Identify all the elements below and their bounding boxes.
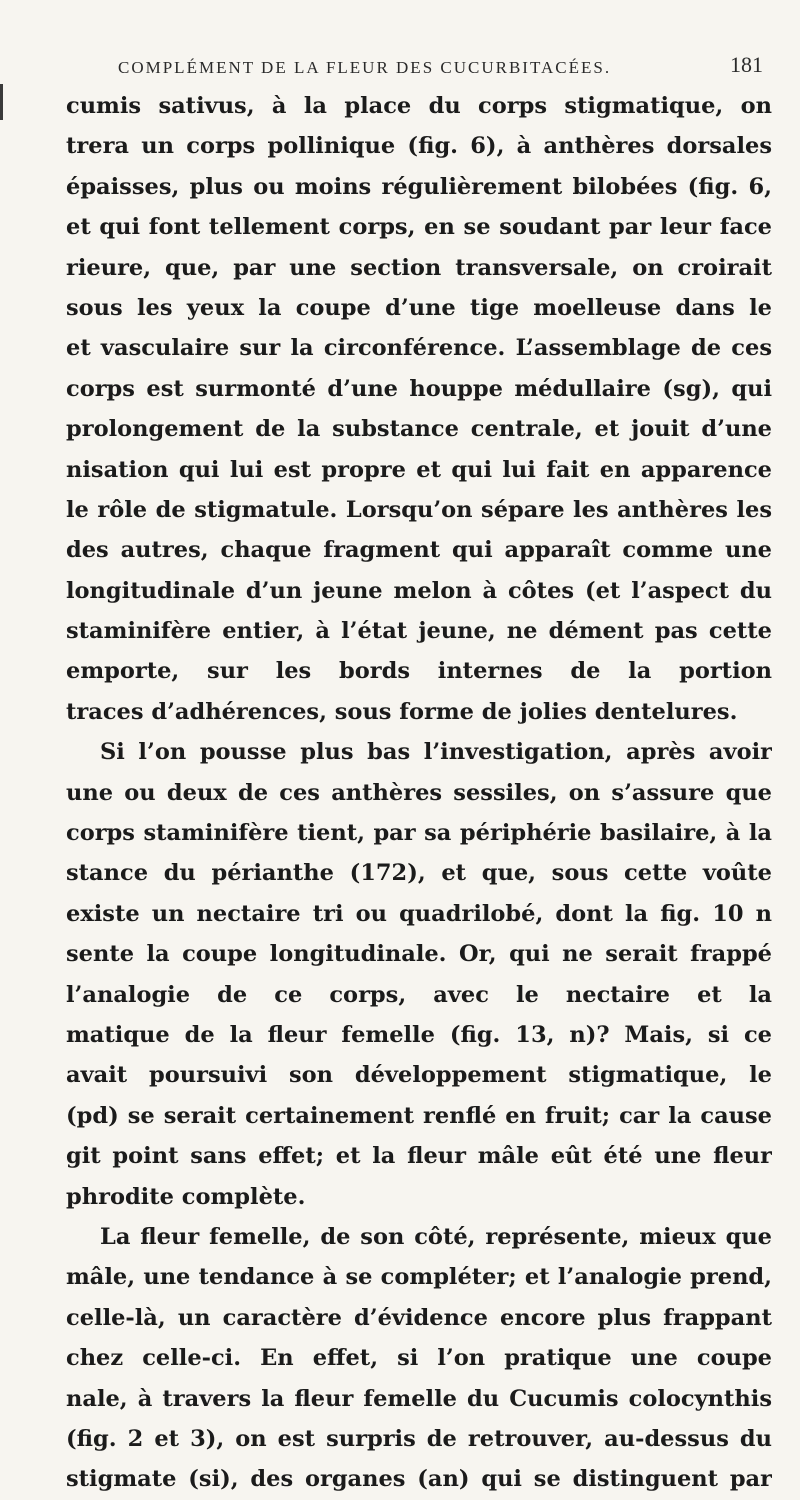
text-line: staminifère entier, à l’état jeune, ne dément pas cette — [66, 618, 772, 645]
page-number: 181 — [730, 52, 763, 77]
text-line: emporte, sur les bords internes de la portion — [66, 658, 772, 685]
text-line: git point sans effet; et la fleur mâle eût été une fleur — [66, 1143, 772, 1170]
text-line: sente la coupe longitudinale. Or, qui ne serait frappé — [66, 941, 772, 968]
body-text — [66, 86, 772, 1500]
text-line: (pd) se serait certainement renflé en fruit; car la cause — [66, 1102, 772, 1129]
text-line: nale, à travers la fleur femelle du Cucumis colocynthis — [66, 1385, 772, 1412]
text-line: cumis sativus, à la place du corps stigmatique, on — [66, 93, 772, 119]
text-line: Si l’on pousse plus bas l’investigation, après avoir — [100, 739, 772, 766]
text-line: corps staminifère tient, par sa périphérie basilaire, à la — [66, 820, 772, 847]
text-line: rieure, que, par une section transversale, on croirait — [66, 254, 772, 281]
running-head: COMPLÉMENT DE LA FLEUR DES CUCURBITACÉES. — [118, 58, 612, 77]
text-line: (fig. 2 et 3), on est surpris de retrouver, au-dessus du — [66, 1425, 772, 1452]
text-line: phrodite complète. — [66, 1183, 306, 1210]
text-line: matique de la fleur femelle (fig. 13, n)? Mais, si ce — [66, 1022, 772, 1048]
text-line: mâle, une tendance à se compléter; et l’analogie prend, — [66, 1264, 772, 1291]
text-line: existe un nectaire tri ou quadrilobé, dont la fig. 10 n — [66, 900, 772, 927]
text-line: chez celle-ci. En effet, si l’on pratique une coupe — [66, 1345, 772, 1372]
text-line: des autres, chaque fragment qui apparaît comme une — [66, 537, 772, 564]
text-line: stance du périanthe (172), et que, sous cette voûte — [66, 860, 772, 887]
text-line: longitudinale d’un jeune melon à côtes (et l’aspect du — [66, 577, 772, 604]
text-line: stigmate (si), des organes (an) qui se distinguent par — [66, 1466, 772, 1493]
text-line: avait poursuivi son développement stigmatique, le — [66, 1062, 772, 1089]
text-line: nisation qui lui est propre et qui lui fait en apparence — [66, 456, 772, 483]
left-margin-rule — [0, 84, 3, 120]
text-line: traces d’adhérences, sous forme de jolies dentelures. — [66, 698, 738, 725]
text-line: le rôle de stigmatule. Lorsqu’on sépare les anthères les — [66, 496, 772, 523]
text-line: l’analogie de ce corps, avec le nectaire et la — [66, 981, 772, 1008]
text-line: et vasculaire sur la circonférence. L’assemblage de ces — [66, 335, 772, 362]
text-line: trera un corps pollinique (fig. 6), à anthères dorsales — [66, 133, 772, 160]
text-line: prolongement de la substance centrale, et jouit d’une — [66, 416, 772, 443]
text-line: et qui font tellement corps, en se soudant par leur face — [66, 214, 772, 241]
text-line: celle-là, un caractère d’évidence encore plus frappant — [66, 1304, 772, 1331]
text-line: épaisses, plus ou moins régulièrement bilobées (fig. 6, — [66, 173, 772, 200]
text-line: La fleur femelle, de son côté, représente, mieux que — [100, 1223, 772, 1250]
text-line: sous les yeux la coupe d’une tige moelleuse dans le — [66, 294, 772, 321]
text-line: une ou deux de ces anthères sessiles, on s’assure que — [66, 779, 772, 806]
text-line: corps est surmonté d’une houppe médullaire (sg), qui — [66, 375, 772, 402]
